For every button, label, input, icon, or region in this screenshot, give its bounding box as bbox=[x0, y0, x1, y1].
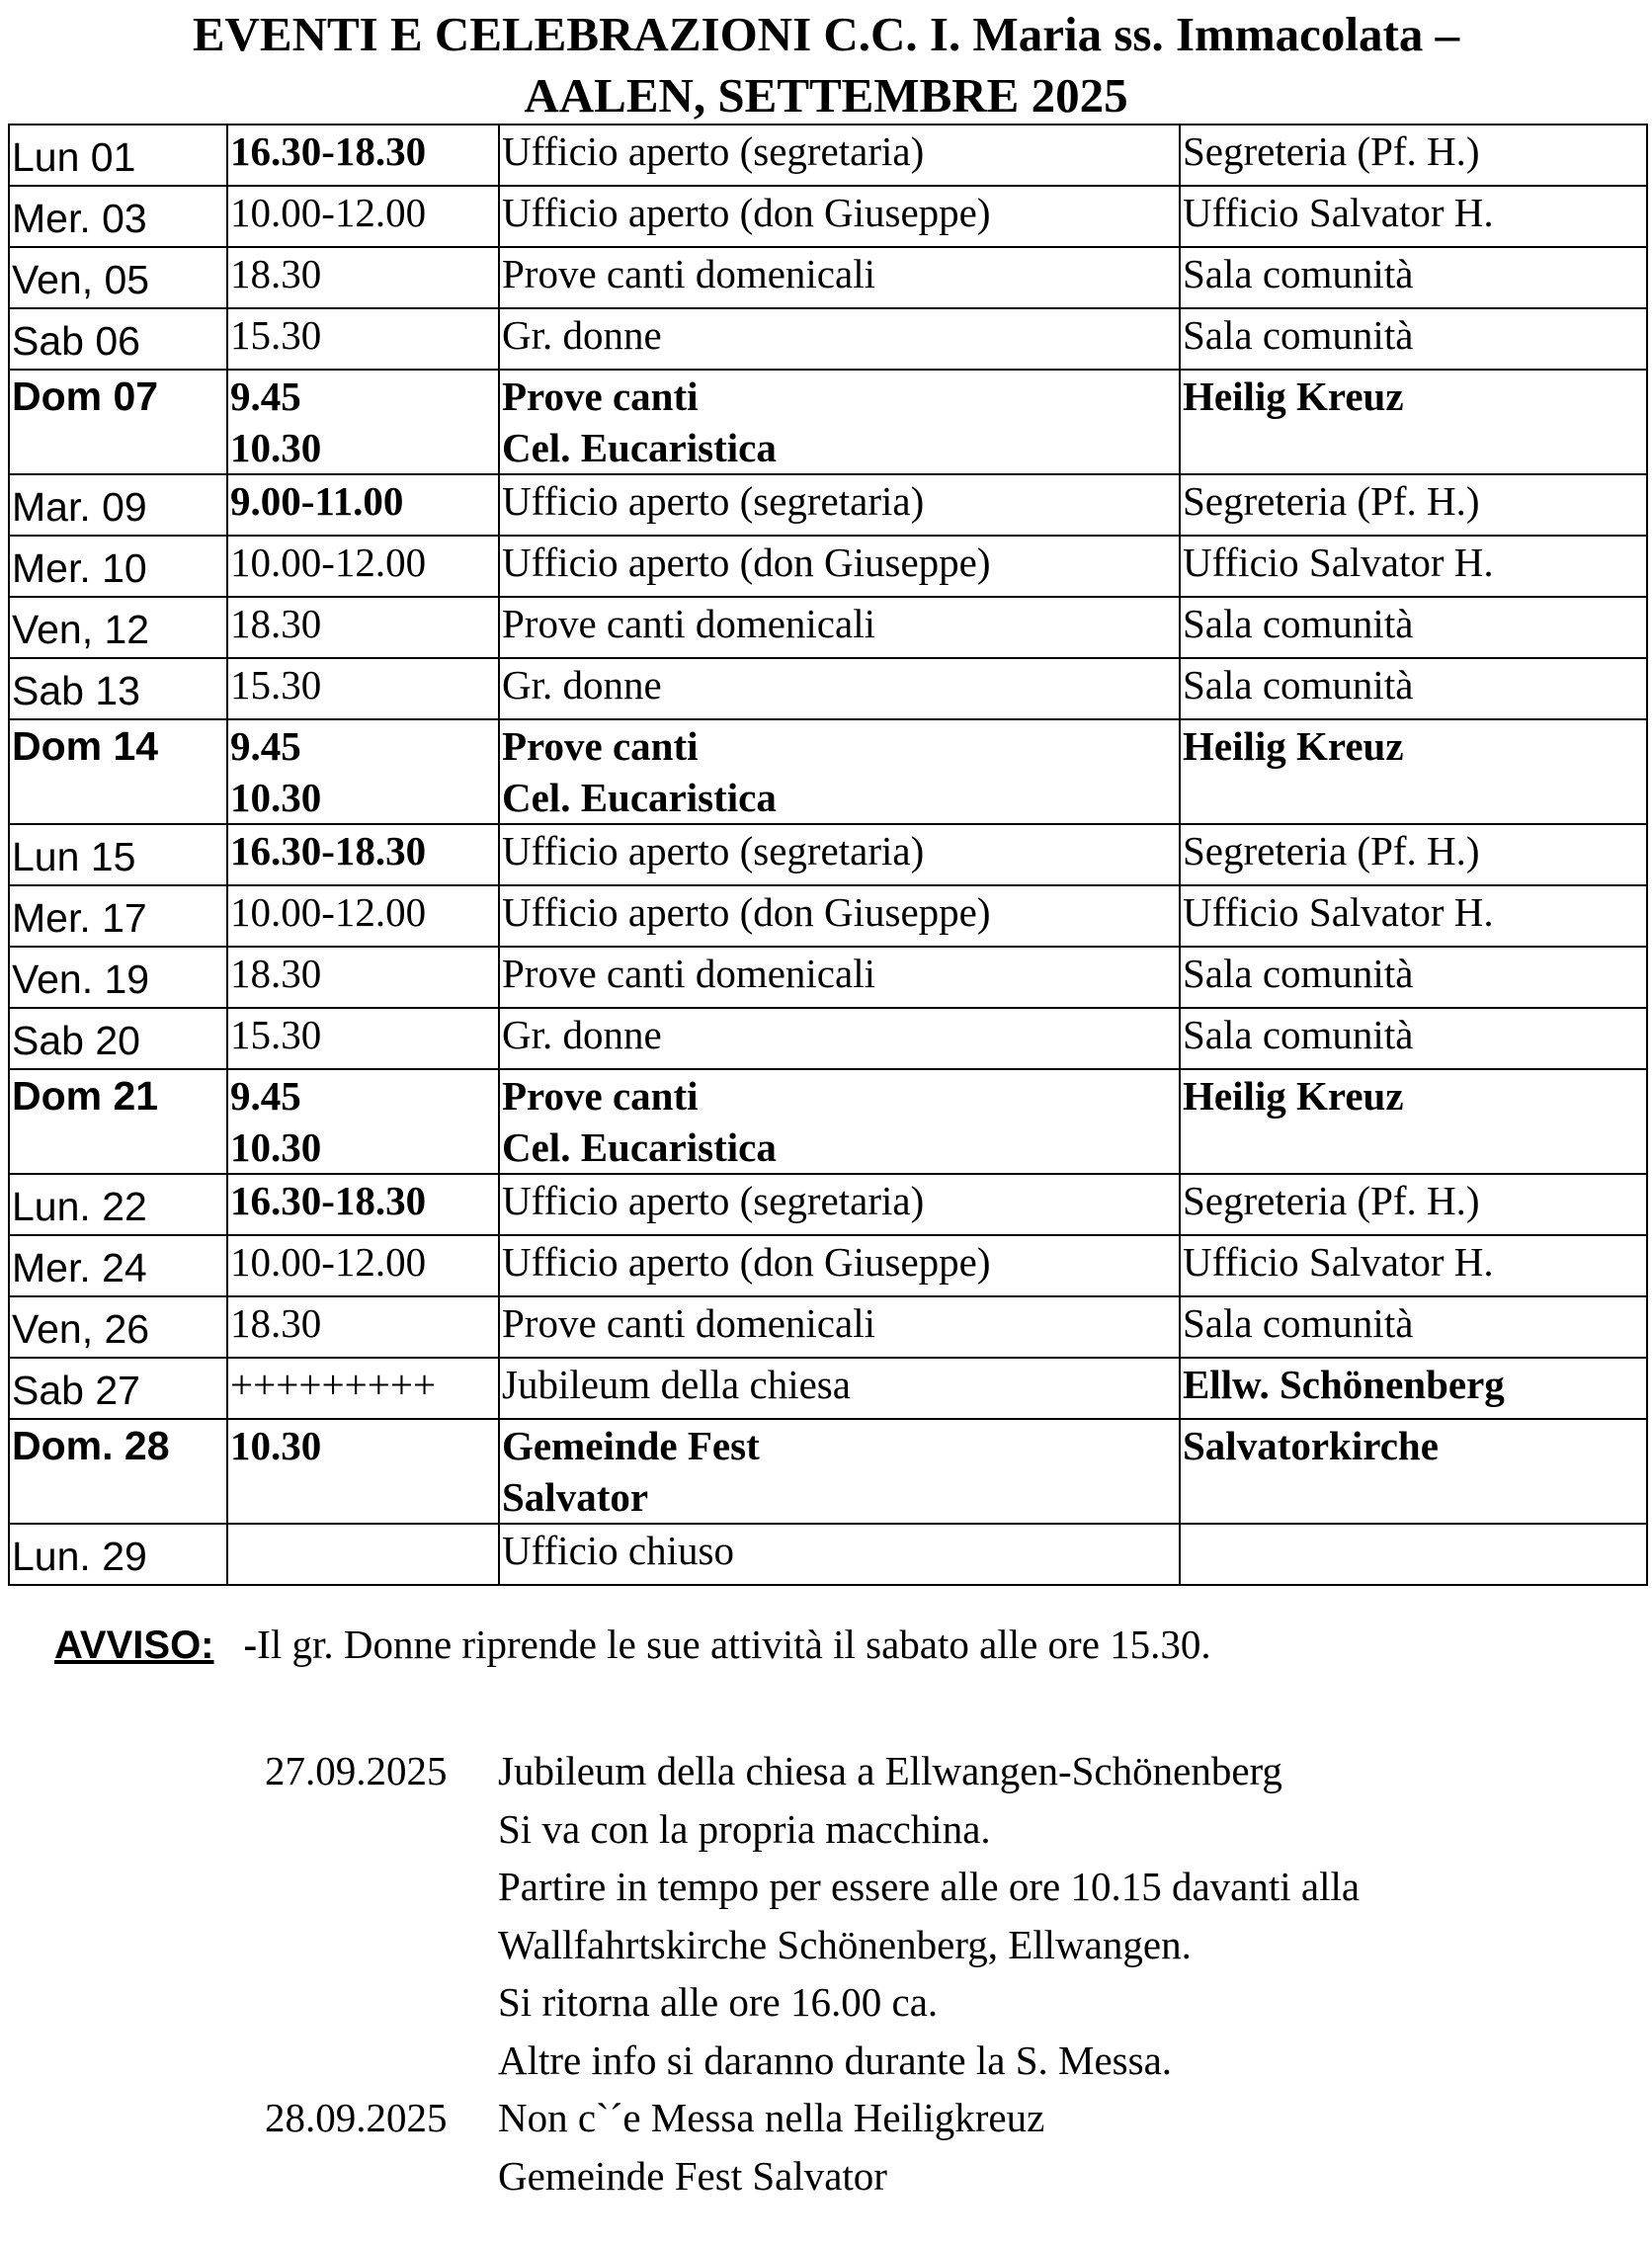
place-cell: Sala comunità bbox=[1180, 308, 1647, 370]
event-text: Gemeinde Fest bbox=[502, 1423, 760, 1468]
table-row bbox=[9, 1296, 1647, 1358]
time-text: 10.30 bbox=[230, 775, 322, 820]
time-cell bbox=[227, 1069, 499, 1174]
place-cell: Ufficio Salvator H. bbox=[1180, 1235, 1647, 1296]
day-cell: Dom. 28 bbox=[9, 1419, 227, 1524]
schedule-body bbox=[9, 125, 1647, 1585]
place-cell: Segreteria (Pf. H.) bbox=[1180, 824, 1647, 885]
day-cell: Mar. 09 bbox=[9, 474, 227, 536]
event-cell bbox=[499, 536, 1180, 597]
day-cell: Mer. 03 bbox=[9, 186, 227, 247]
event-text: Prove canti bbox=[502, 723, 699, 769]
time-text: 10.30 bbox=[230, 1124, 322, 1170]
place-cell: Heilig Kreuz bbox=[1180, 1069, 1647, 1174]
event-cell bbox=[499, 597, 1180, 658]
time-text: 10.00-12.00 bbox=[230, 889, 427, 935]
event-cell bbox=[499, 1524, 1180, 1585]
time-text: 18.30 bbox=[230, 1300, 322, 1346]
event-text: Prove canti domenicali bbox=[502, 1300, 875, 1346]
time-text: 9.45 bbox=[230, 1073, 301, 1119]
event-text: Ufficio aperto (segretaria) bbox=[502, 828, 925, 873]
day-cell: Lun. 29 bbox=[9, 1524, 227, 1585]
event-text: Ufficio aperto (segretaria) bbox=[502, 1178, 925, 1223]
place-cell: Ufficio Salvator H. bbox=[1180, 536, 1647, 597]
event-text: Ufficio aperto (don Giuseppe) bbox=[502, 190, 991, 235]
time-text: 15.30 bbox=[230, 1012, 322, 1057]
event-cell bbox=[499, 1069, 1180, 1174]
event-text: Jubileum della chiesa bbox=[502, 1362, 851, 1407]
day-cell: Lun 15 bbox=[9, 824, 227, 885]
event-text: Prove canti domenicali bbox=[502, 601, 875, 646]
table-row bbox=[9, 1069, 1647, 1174]
table-row bbox=[9, 536, 1647, 597]
notice-dash: - bbox=[243, 1621, 258, 1667]
table-row bbox=[9, 1524, 1647, 1585]
event-text: Ufficio aperto (segretaria) bbox=[502, 478, 925, 524]
time-cell bbox=[227, 186, 499, 247]
event-text: Cel. Eucaristica bbox=[502, 425, 777, 470]
time-cell bbox=[227, 474, 499, 536]
note-line: Jubileum della chiesa a Ellwangen-Schönenberg bbox=[498, 1748, 1282, 1793]
event-cell bbox=[499, 125, 1180, 186]
note-lines bbox=[498, 1742, 1360, 2089]
time-text: 18.30 bbox=[230, 951, 322, 996]
note-item bbox=[265, 1742, 1360, 2089]
table-row bbox=[9, 947, 1647, 1008]
event-text: Gr. donne bbox=[502, 1012, 662, 1057]
event-cell bbox=[499, 1008, 1180, 1069]
time-text: 18.30 bbox=[230, 251, 322, 296]
place-cell: Heilig Kreuz bbox=[1180, 719, 1647, 824]
time-text: 10.00-12.00 bbox=[230, 1239, 427, 1285]
table-row bbox=[9, 1419, 1647, 1524]
day-cell: Lun 01 bbox=[9, 125, 227, 186]
time-text: 16.30-18.30 bbox=[230, 128, 427, 174]
time-text: 10.00-12.00 bbox=[230, 540, 427, 585]
time-cell bbox=[227, 308, 499, 370]
table-row bbox=[9, 719, 1647, 824]
event-cell bbox=[499, 658, 1180, 719]
time-cell bbox=[227, 125, 499, 186]
event-text: Salvator bbox=[502, 1474, 649, 1520]
table-row bbox=[9, 308, 1647, 370]
note-lines bbox=[498, 2089, 1044, 2204]
event-text: Cel. Eucaristica bbox=[502, 1124, 777, 1170]
table-row bbox=[9, 885, 1647, 947]
time-text: 10.00-12.00 bbox=[230, 190, 427, 235]
event-cell bbox=[499, 1419, 1180, 1524]
time-cell bbox=[227, 719, 499, 824]
day-cell: Dom 14 bbox=[9, 719, 227, 824]
event-text: Ufficio aperto (don Giuseppe) bbox=[502, 889, 991, 935]
place-cell: Sala comunità bbox=[1180, 1008, 1647, 1069]
place-cell: Sala comunità bbox=[1180, 247, 1647, 308]
time-text: 10.30 bbox=[230, 425, 322, 470]
event-cell bbox=[499, 1358, 1180, 1419]
table-row bbox=[9, 474, 1647, 536]
event-cell bbox=[499, 370, 1180, 474]
time-cell bbox=[227, 1296, 499, 1358]
day-cell: Sab 20 bbox=[9, 1008, 227, 1069]
place-cell: Sala comunità bbox=[1180, 947, 1647, 1008]
note-item bbox=[265, 2089, 1360, 2204]
day-cell: Mer. 24 bbox=[9, 1235, 227, 1296]
time-cell bbox=[227, 1174, 499, 1235]
place-cell: Ellw. Schönenberg bbox=[1180, 1358, 1647, 1419]
place-cell: Salvatorkirche bbox=[1180, 1419, 1647, 1524]
event-text: Cel. Eucaristica bbox=[502, 775, 777, 820]
event-text: Ufficio chiuso bbox=[502, 1528, 734, 1573]
day-cell: Ven. 19 bbox=[9, 947, 227, 1008]
time-cell bbox=[227, 597, 499, 658]
note-line: Non c`´e Messa nella Heiligkreuz bbox=[498, 2095, 1045, 2140]
time-text: 9.45 bbox=[230, 723, 301, 769]
time-text: 10.30 bbox=[230, 1423, 322, 1468]
title-line-2: AALEN, SETTEMBRE 2025 bbox=[524, 68, 1128, 123]
event-cell bbox=[499, 824, 1180, 885]
time-text: 9.45 bbox=[230, 374, 301, 419]
time-cell bbox=[227, 1524, 499, 1585]
day-cell: Mer. 17 bbox=[9, 885, 227, 947]
event-text: Prove canti bbox=[502, 374, 699, 419]
event-text: Prove canti bbox=[502, 1073, 699, 1119]
page-title bbox=[0, 4, 1652, 126]
note-date: 27.09.2025 bbox=[265, 1748, 448, 1793]
time-text: 9.00-11.00 bbox=[230, 478, 404, 524]
time-text: 18.30 bbox=[230, 601, 322, 646]
event-cell bbox=[499, 308, 1180, 370]
time-text: 15.30 bbox=[230, 662, 322, 707]
day-cell: Sab 13 bbox=[9, 658, 227, 719]
time-text: 16.30-18.30 bbox=[230, 828, 427, 873]
notice-label: AVVISO: bbox=[54, 1623, 214, 1667]
place-cell: Heilig Kreuz bbox=[1180, 370, 1647, 474]
time-cell bbox=[227, 658, 499, 719]
note-line: Wallfahrtskirche Schönenberg, Ellwangen. bbox=[498, 1921, 1192, 1967]
note-line: Si va con la propria macchina. bbox=[498, 1805, 991, 1852]
event-cell bbox=[499, 1235, 1180, 1296]
day-cell: Sab 27 bbox=[9, 1358, 227, 1419]
time-cell bbox=[227, 1235, 499, 1296]
place-cell: Segreteria (Pf. H.) bbox=[1180, 1174, 1647, 1235]
table-row bbox=[9, 186, 1647, 247]
table-row bbox=[9, 597, 1647, 658]
event-cell bbox=[499, 1296, 1180, 1358]
title-line-1: EVENTI E CELEBRAZIONI C.C. I. Maria ss. Immacolata – bbox=[192, 7, 1460, 61]
day-cell: Dom 07 bbox=[9, 370, 227, 474]
table-row bbox=[9, 247, 1647, 308]
place-cell bbox=[1180, 1524, 1647, 1585]
place-cell: Sala comunità bbox=[1180, 658, 1647, 719]
day-cell: Dom 21 bbox=[9, 1069, 227, 1174]
time-text: +++++++++ bbox=[230, 1362, 437, 1407]
time-text: 15.30 bbox=[230, 312, 322, 358]
event-text: Ufficio aperto (don Giuseppe) bbox=[502, 1239, 991, 1285]
event-cell bbox=[499, 474, 1180, 536]
table-row bbox=[9, 658, 1647, 719]
place-cell: Sala comunità bbox=[1180, 1296, 1647, 1358]
event-cell bbox=[499, 947, 1180, 1008]
notes-list bbox=[265, 1742, 1360, 2204]
table-row bbox=[9, 1235, 1647, 1296]
day-cell: Mer. 10 bbox=[9, 536, 227, 597]
event-cell bbox=[499, 247, 1180, 308]
note-line: Partire in tempo per essere alle ore 10.15 davanti alla bbox=[498, 1864, 1361, 1909]
time-cell bbox=[227, 370, 499, 474]
event-text: Gr. donne bbox=[502, 662, 662, 707]
time-cell bbox=[227, 1419, 499, 1524]
day-cell: Ven, 05 bbox=[9, 247, 227, 308]
place-cell: Ufficio Salvator H. bbox=[1180, 885, 1647, 947]
notice-text: Il gr. Donne riprende le sue attività il sabato alle ore 15.30. bbox=[257, 1621, 1211, 1667]
time-cell bbox=[227, 885, 499, 947]
event-cell bbox=[499, 1174, 1180, 1235]
event-cell bbox=[499, 186, 1180, 247]
time-text: 16.30-18.30 bbox=[230, 1178, 427, 1223]
schedule-table bbox=[8, 124, 1648, 1586]
place-cell: Segreteria (Pf. H.) bbox=[1180, 125, 1647, 186]
event-text: Gr. donne bbox=[502, 312, 662, 358]
day-cell: Ven, 26 bbox=[9, 1296, 227, 1358]
note-line: Gemeinde Fest Salvator bbox=[498, 2152, 887, 2199]
notice bbox=[54, 1617, 1211, 1673]
time-cell bbox=[227, 247, 499, 308]
day-cell: Lun. 22 bbox=[9, 1174, 227, 1235]
table-row bbox=[9, 1174, 1647, 1235]
table-row bbox=[9, 370, 1647, 474]
note-date: 28.09.2025 bbox=[265, 2095, 448, 2140]
time-cell bbox=[227, 1358, 499, 1419]
note-line: Altre info si daranno durante la S. Messa. bbox=[498, 2037, 1173, 2083]
time-cell bbox=[227, 947, 499, 1008]
place-cell: Ufficio Salvator H. bbox=[1180, 186, 1647, 247]
event-cell bbox=[499, 719, 1180, 824]
time-cell bbox=[227, 1008, 499, 1069]
event-text: Ufficio aperto (don Giuseppe) bbox=[502, 540, 991, 585]
table-row bbox=[9, 1358, 1647, 1419]
place-cell: Segreteria (Pf. H.) bbox=[1180, 474, 1647, 536]
place-cell: Sala comunità bbox=[1180, 597, 1647, 658]
table-row bbox=[9, 1008, 1647, 1069]
table-row bbox=[9, 125, 1647, 186]
time-cell bbox=[227, 536, 499, 597]
event-text: Prove canti domenicali bbox=[502, 251, 875, 296]
event-text: Prove canti domenicali bbox=[502, 951, 875, 996]
event-text: Ufficio aperto (segretaria) bbox=[502, 128, 925, 174]
time-cell bbox=[227, 824, 499, 885]
day-cell: Ven, 12 bbox=[9, 597, 227, 658]
table-row bbox=[9, 824, 1647, 885]
day-cell: Sab 06 bbox=[9, 308, 227, 370]
note-line: Si ritorna alle ore 16.00 ca. bbox=[498, 1979, 939, 2025]
event-cell bbox=[499, 885, 1180, 947]
